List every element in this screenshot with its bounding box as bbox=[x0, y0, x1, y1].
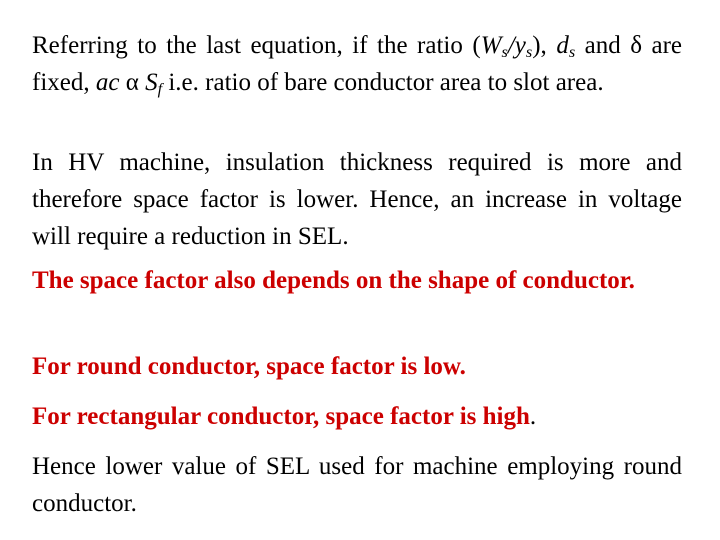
text-segment: and δ are fixed, bbox=[32, 32, 682, 96]
symbol-w-letter: W bbox=[480, 32, 502, 59]
symbol-y-letter: y bbox=[514, 32, 526, 59]
text-segment: α bbox=[119, 69, 146, 96]
symbol-d-letter: d bbox=[556, 32, 569, 59]
paragraph-lower-sel: Hence lower value of SEL used for machine employing round conductor. bbox=[32, 453, 682, 517]
symbol-d-subscript: s bbox=[568, 43, 576, 62]
period-mark: . bbox=[529, 403, 537, 430]
text-segment: Referring to the last equation, if the ratio ( bbox=[32, 32, 481, 59]
paragraph-ratio-space-factor bbox=[32, 27, 682, 101]
symbol-w-subscript: s bbox=[501, 43, 508, 62]
symbol-sf-subscript: f bbox=[157, 80, 163, 99]
paragraph-round-conductor: For round conductor, space factor is low. bbox=[32, 353, 466, 380]
symbol-d bbox=[556, 32, 576, 62]
text-segment: ), bbox=[532, 32, 557, 59]
symbol-ac: ac bbox=[95, 69, 120, 96]
symbol-y-subscript: s bbox=[525, 43, 533, 62]
symbol-w bbox=[480, 32, 533, 62]
rectangular-conductor-text: For rectangular conductor, space factor is high bbox=[32, 403, 530, 430]
text-segment: i.e. ratio of bare conductor area to slot area. bbox=[162, 69, 604, 96]
paragraph-shape-of-conductor: The space factor also depends on the shape of conductor. bbox=[32, 267, 635, 294]
symbol-sf bbox=[145, 69, 163, 99]
paragraph-rectangular-conductor bbox=[32, 398, 682, 435]
paragraph-hv-machine: In HV machine, insulation thickness required is more and therefore space factor is lower. Hence, an increase in voltage will require a reduction in SEL. bbox=[32, 149, 682, 250]
symbol-sf-letter: S bbox=[145, 69, 158, 96]
symbol-slash: / bbox=[507, 32, 515, 59]
